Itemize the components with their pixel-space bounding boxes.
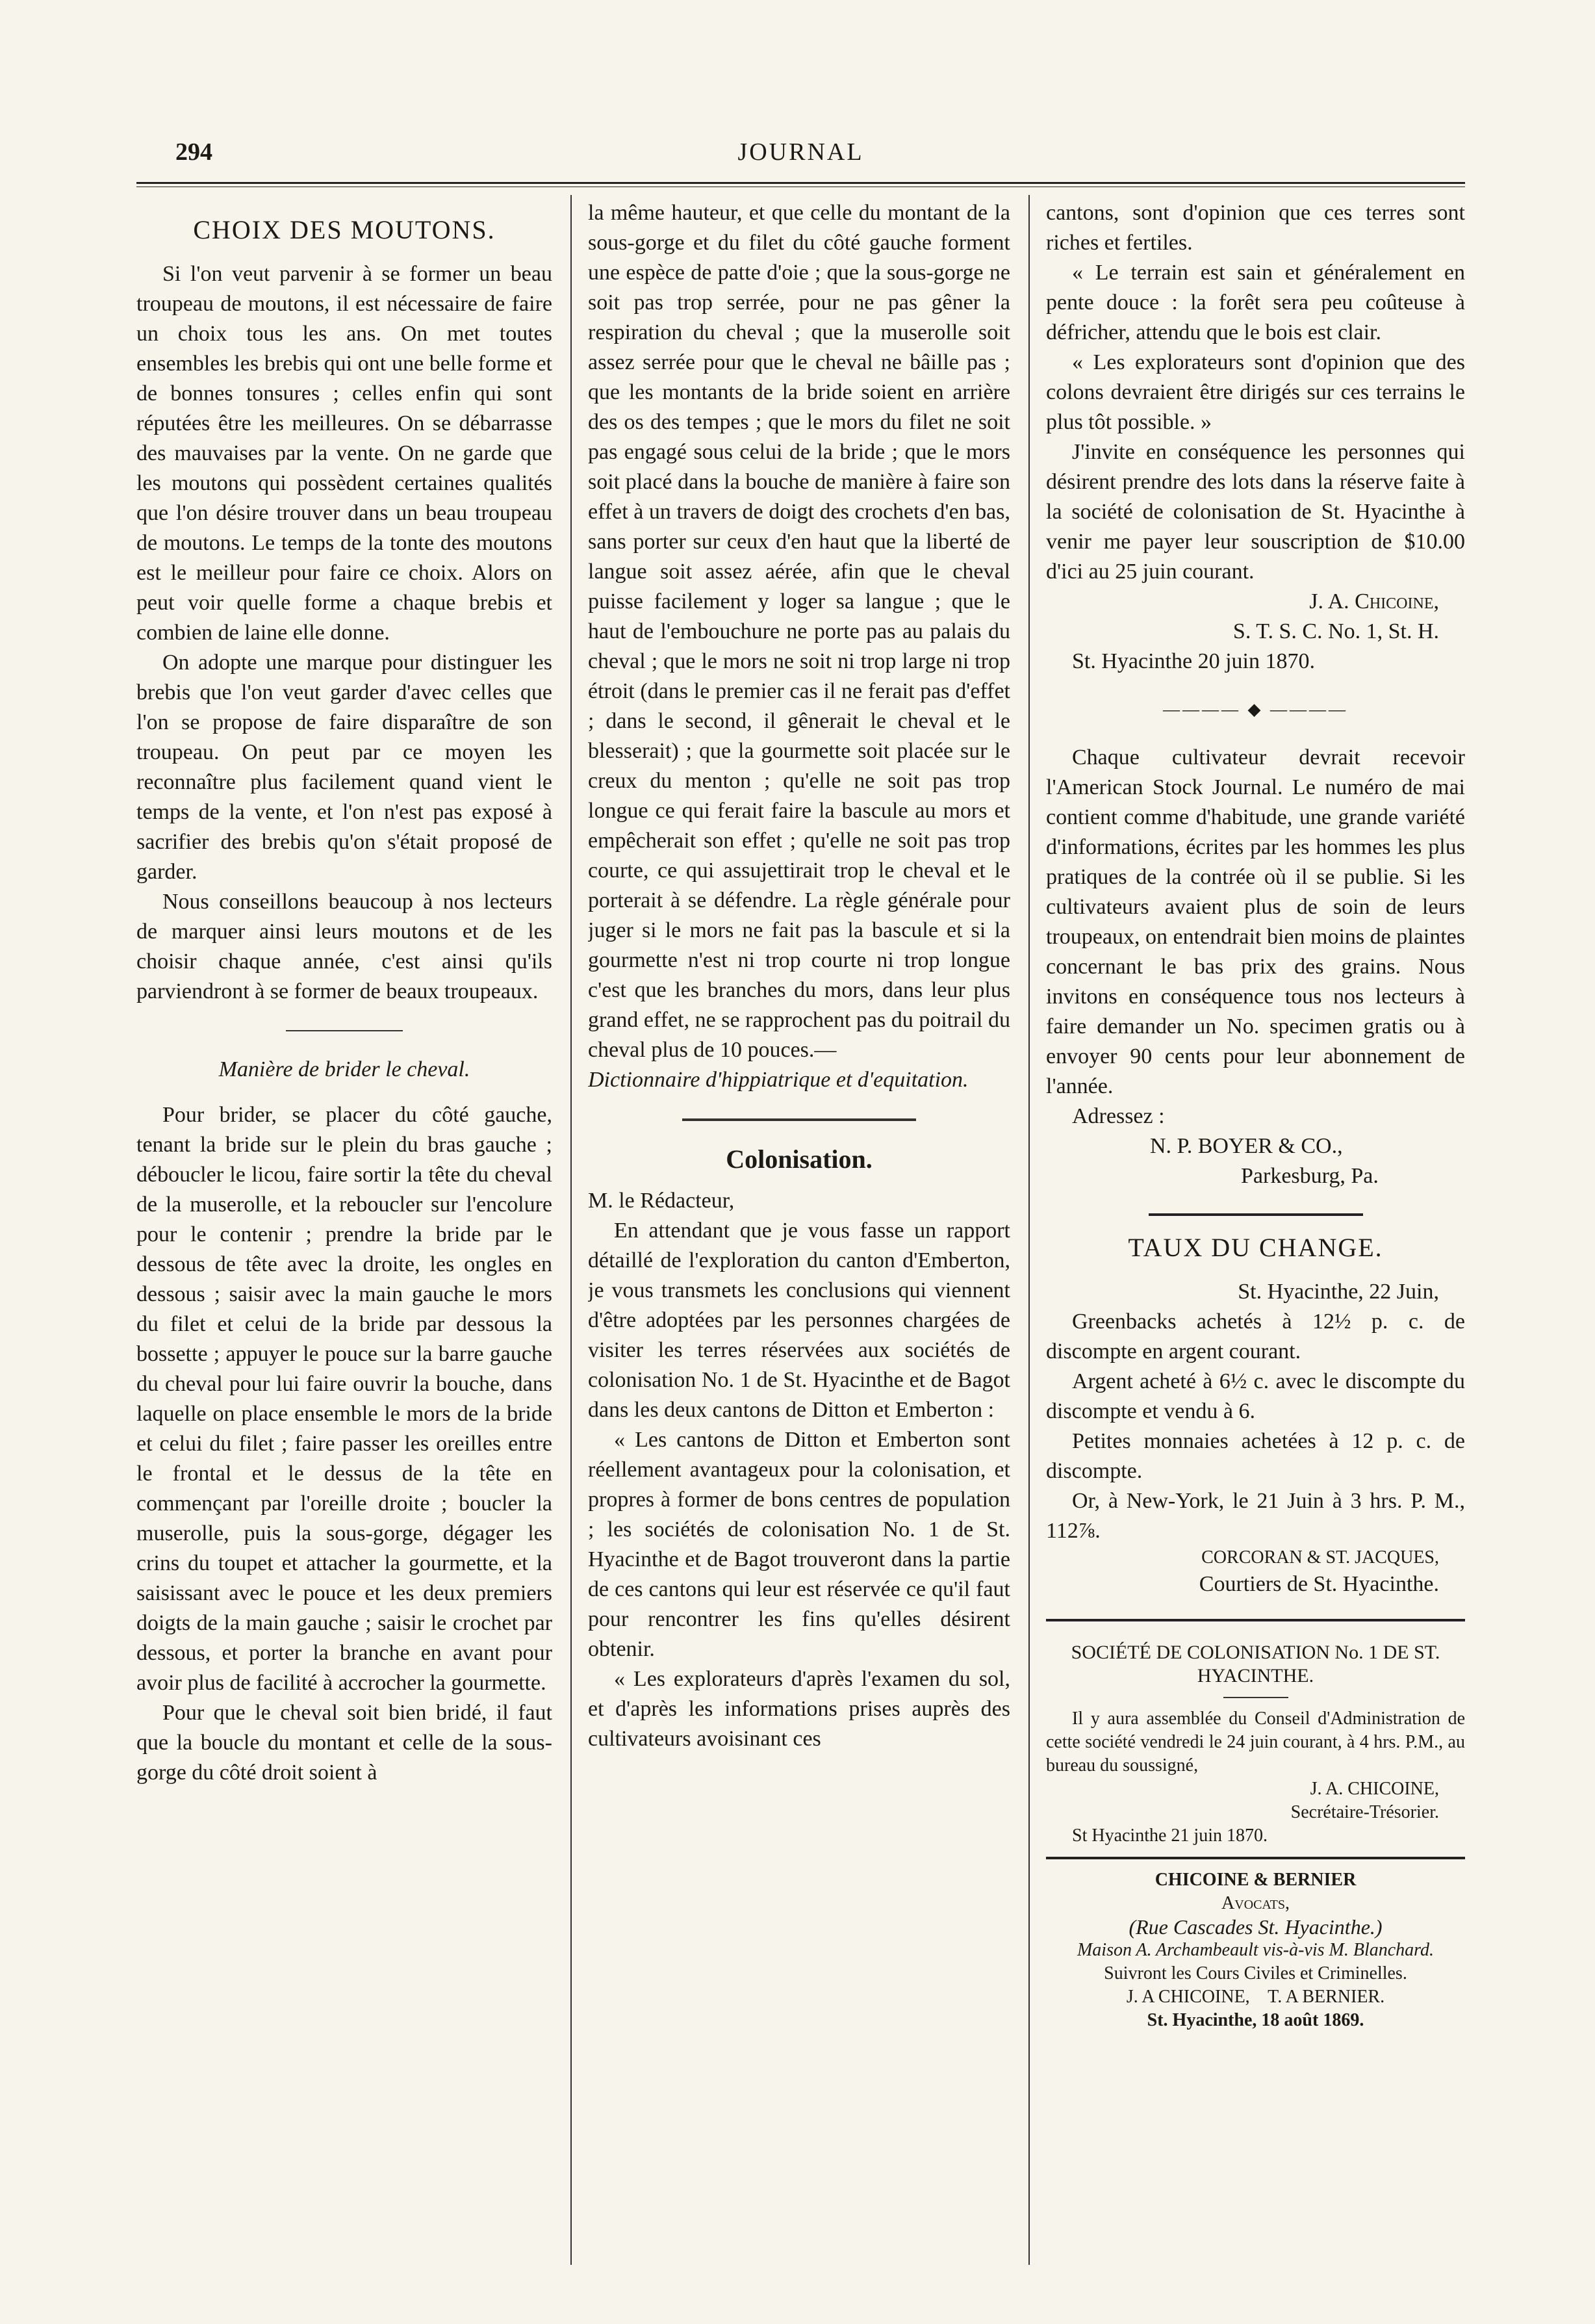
colonisation-salutation: M. le Rédacteur, xyxy=(588,1189,735,1213)
moutons-paragraph-2: On adopte une marque pour distinguer les brebis que l'on veut garder d'avec celles que l'on se propose de faire disparaître de son troupeau. On peut par ce moyen les reconnaître plus facilement quand vient le temps de la vente, et l'on n'est pas exposé à sacrifier des brebis qu'on s'était proposé de garder. xyxy=(136,651,552,884)
change-paragraph-2: Argent acheté à 6½ c. avec le discompte du discompte et vendu à 6. xyxy=(1046,1369,1465,1423)
change-signature-1: CORCORAN & ST. JACQUES, xyxy=(1201,1547,1439,1568)
stock-address-city: Parkesburg, Pa. xyxy=(1241,1164,1379,1188)
article-title-moutons: CHOIX DES MOUTONS. xyxy=(193,215,496,244)
colonisation-signature-name: J. A. Chicoine, xyxy=(1309,589,1439,613)
article-title-colonisation: Colonisation. xyxy=(726,1144,873,1174)
colonisation-paragraph-5: « Les explorateurs sont d'opinion que des colons devraient être dirigés sur ces terrains le plus tôt possible. » xyxy=(1046,350,1465,434)
section-rule xyxy=(286,1030,403,1031)
ad-names: J. A CHICOINE, T. A BERNIER. xyxy=(1126,1987,1385,2007)
societe-signature-title: Secrétaire-Trésorier. xyxy=(1290,1802,1439,1822)
stock-address-name: N. P. BOYER & CO., xyxy=(1150,1134,1343,1158)
brider-paragraph-2-continued: la même hauteur, et que celle du montant de la sous-gorge et du filet du côté gauche forment une espèce de patte d'oie ; que la sous-gorge ne soit pas trop serrée, pour ne pas gêner la respiration du cheval ; que la muserolle soit assez serrée pour que le cheval ne bâille pas ; que les montants de la bride soient en arrière des os des tempes ; que le mors du filet ne soit pas engagé sous celui de la bride ; que le mors soit placé dans la bouche de manière à faire son effet à un travers de doigt des crochets d'en bas, sans porter sur ceux d'en haut que la liberté de langue soit assez aérée, afin que le cheval puisse facilement y loger sa langue ; que le haut de l'embouchure ne porte pas au palais du cheval ; que le mors ne soit ni trop large ni trop étroit (dans le premier cas il ne ferait pas d'effet ; dans le second, il gênerait le cheval et le blesserait) ; que la gourmette soit placée sur le creux du menton ; qu'elle ne soit pas trop longue ce qui ferait faire la bascule au mors et empêcherait son effet ; qu'elle ne soit pas trop courte, ce qui assujettirait trop le cheval et le porterait à se défendre. La règle générale pour juger si le mors ne fait pas la bascule et si la gourmette n'est ni trop courte ni trop longue c'est que les branches du mors, dans leur plus grand effet, ne se rapprochent pas du poitrail du cheval plus de 10 pouces.— xyxy=(588,201,1010,1062)
brider-paragraph-2: Pour que le cheval soit bien bridé, il faut que la boucle du montant et celle de la sous-gorge du côté droit soient à xyxy=(136,1701,552,1785)
ad-maison: Maison A. Archambeault vis-à-vis M. Blanchard. xyxy=(1077,1940,1435,1960)
ad-courts: Suivront les Cours Civiles et Criminelles. xyxy=(1104,1963,1407,1983)
change-paragraph-4: Or, à New-York, le 21 Juin à 3 hrs. P. M., 112⅞. xyxy=(1046,1489,1465,1543)
section-thick-rule xyxy=(1046,1619,1465,1621)
colonisation-paragraph-3-continued: cantons, sont d'opinion que ces terres sont riches et fertiles. xyxy=(1046,201,1465,255)
column-3 xyxy=(1046,198,1465,2265)
column-divider-1 xyxy=(570,195,572,2265)
societe-paragraph: Il y aura assemblée du Conseil d'Administration de cette société vendredi le 24 juin courant, à 4 hrs. P.M., au bureau du soussigné, xyxy=(1046,1709,1465,1775)
stock-journal-paragraph: Chaque cultivateur devrait recevoir l'American Stock Journal. Le numéro de mai contient comme d'habitude, une grande variété d'informations, écrites par les hommes les plus pratiques de la contrée où il se publie. Si les cultivateurs avaient plus de soin de leurs troupeaux, on entendrait bien moins de plaintes concernant le bas prix des grains. Nous invitons en conséquence tous nos lecteurs à faire demander un No. specimen gratis ou à envoyer 90 cents pour leur abonnement de l'année. xyxy=(1046,745,1465,1098)
section-thick-rule xyxy=(1149,1213,1363,1216)
ad-date: St. Hyacinthe, 18 août 1869. xyxy=(1147,2010,1364,2030)
page-number: 294 xyxy=(175,138,212,166)
moutons-paragraph-1: Si l'on veut parvenir à se former un beau troupeau de moutons, il est nécessaire de faire un choix tous les ans. On met toutes ensembles les brebis qui ont une belle forme et de bonnes tonsures ; celles enfin qui sont réputées être les meilleures. On se débarrasse des mauvaises par la vente. On ne garde que les moutons qui possèdent certaines qualités que l'on désire trouver dans un beau troupeau de moutons. Le temps de la tonte des moutons est le meilleur pour faire ce choix. Alors on peut voir quelle forme a chaque brebis et combien de laine elle donne. xyxy=(136,262,552,645)
change-date: St. Hyacinthe, 22 Juin, xyxy=(1238,1280,1439,1304)
section-rule xyxy=(1223,1697,1288,1698)
change-paragraph-3: Petites monnaies achetées à 12 p. c. de discompte. xyxy=(1046,1429,1465,1483)
colonisation-paragraph-6: J'invite en conséquence les personnes qui désirent prendre des lots dans la réserve faite à la société de colonisation de St. Hyacinthe à venir me payer leur souscription de $10.00 d'ici au 25 juin courant. xyxy=(1046,440,1465,584)
section-thick-rule xyxy=(1046,1857,1465,1859)
societe-title: SOCIÉTÉ DE COLONISATION No. 1 DE ST. HYACINTHE. xyxy=(1071,1642,1440,1686)
ad-title: CHICOINE & BERNIER xyxy=(1155,1870,1357,1890)
colonisation-paragraph-1: En attendant que je vous fasse un rapport détaillé de l'exploration du canton d'Emberton, je vous transmets les conclusions qui viennent d'être adoptées par les personnes chargées de visiter les terres réservées aux sociétés de colonisation No. 1 de St. Hyacinthe et de Bagot dans les deux cantons de Ditton et Emberton : xyxy=(588,1219,1010,1422)
column-1 xyxy=(136,198,552,2265)
brider-source: Dictionnaire d'hippiatrique et d'equitation. xyxy=(588,1068,969,1092)
change-signature-2: Courtiers de St. Hyacinthe. xyxy=(1199,1572,1439,1596)
colonisation-signature-date: St. Hyacinthe 20 juin 1870. xyxy=(1072,649,1315,673)
header-rule xyxy=(136,182,1465,184)
ad-street: (Rue Cascades St. Hyacinthe.) xyxy=(1129,1915,1383,1939)
change-paragraph-1: Greenbacks achetés à 12½ p. c. de discompte en argent courant. xyxy=(1046,1310,1465,1363)
colonisation-paragraph-3: « Les explorateurs d'après l'examen du sol, et d'après les informations prises auprès des cultivateurs avoisinant ces xyxy=(588,1667,1010,1751)
colonisation-paragraph-2: « Les cantons de Ditton et Emberton sont réellement avantageux pour la colonisation, et propres à former de bons centres de population ; les sociétés de colonisation No. 1 de St. Hyacinthe et de Bagot trouveront dans la partie de ces cantons qui leur est réservée ce qu'il faut pour rencontrer les fins qu'elles désirent obtenir. xyxy=(588,1428,1010,1661)
column-2 xyxy=(588,198,1010,2265)
colonisation-paragraph-4: « Le terrain est sain et généralement en pente douce : la forêt sera peu coûteuse à défricher, attendu que le bois est clair. xyxy=(1046,261,1465,344)
ornament-divider: ———— ◆ ———— xyxy=(1163,700,1348,719)
ad-subtitle: Avocats, xyxy=(1221,1893,1290,1913)
societe-signature-name: J. A. CHICOINE, xyxy=(1310,1779,1439,1799)
column-divider-2 xyxy=(1028,195,1030,2265)
article-title-brider: Manière de brider le cheval. xyxy=(218,1057,470,1081)
colonisation-signature-title: S. T. S. C. No. 1, St. H. xyxy=(1232,619,1439,643)
brider-paragraph-1: Pour brider, se placer du côté gauche, tenant la bride sur le plein du bras gauche ; déboucler le licou, faire sortir la tête du cheval de la muserolle, et la reboucler sur l'encolure pour le contenir ; prendre la bride par le dessous de tête avec la droite, les ongles en dessous ; saisir avec la main gauche le mors du filet et celui de la bride par dessous la bossette ; appuyer le pouce sur la barre gauche du cheval pour lui faire ouvrir la bouche, dans laquelle on place ensemble le mors de la bride et celui du filet ; faire passer les oreilles entre le frontal et le dessus de la tête en commençant par l'oreille droite ; boucler la muserolle, puis la sous-gorge, dégager les crins du toupet et attacher la gourmette, et la saisissant avec le pouce et les deux premiers doigts de la main gauche ; saisir le crochet par dessous, et porter la branche en avant pour avoir plus de facilité à accrocher la gourmette. xyxy=(136,1103,552,1695)
stock-address-label: Adressez : xyxy=(1072,1104,1165,1128)
section-rule xyxy=(682,1118,916,1121)
moutons-paragraph-3: Nous conseillons beaucoup à nos lecteurs de marquer ainsi leurs moutons et de les choisir chaque année, c'est ainsi qu'ils parviendront à se former de beaux troupeaux. xyxy=(136,890,552,1003)
societe-date: St Hyacinthe 21 juin 1870. xyxy=(1072,1826,1268,1846)
article-title-change: TAUX DU CHANGE. xyxy=(1128,1233,1383,1262)
journal-title: JOURNAL xyxy=(737,138,864,166)
page-header xyxy=(136,138,1465,183)
